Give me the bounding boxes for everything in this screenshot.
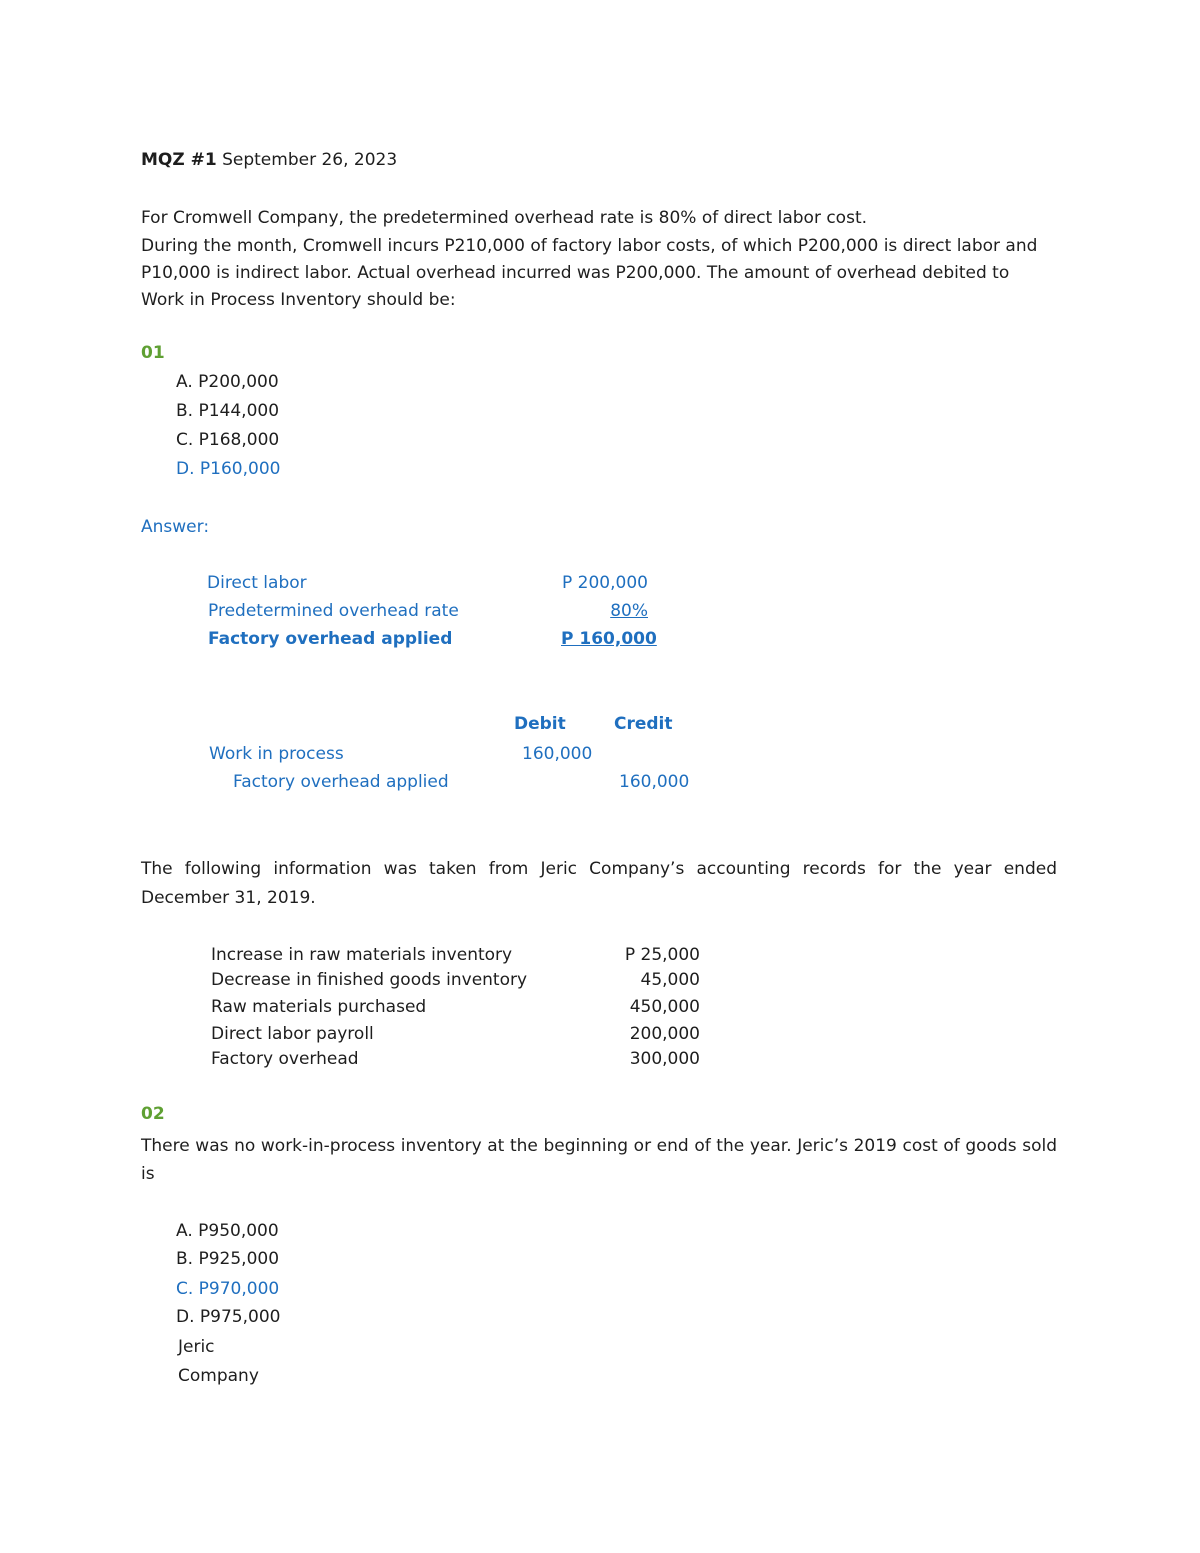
q1-answer-label: Answer: [141,517,210,537]
q2-item-label: Direct labor payroll [211,1024,374,1044]
q2-option-a: A. P950,000 [176,1221,279,1241]
q1-option-c: C. P168,000 [176,430,280,450]
q1-option-b: B. P144,000 [176,401,280,421]
q1-intro-paragraph: During the month, Cromwell incurs P210,000 of factory labor costs, of which P200,000 is direct labor and P10,000 is indirect labor. Actual overhead incurred was P200,000. The amount of overhead debited to Work in Process Inventory should be: [141,236,1038,310]
journal-debit-amount: 160,000 [522,744,593,764]
q1-intro-line1: For Cromwell Company, the predetermined overhead rate is 80% of direct labor cost. [141,208,868,228]
title-quiz-code: MQZ #1 [141,150,217,170]
q2-item-value: P 25,000 [624,945,700,965]
journal-account-overhead-applied: Factory overhead applied [233,772,449,792]
journal-debit-header: Debit [514,714,566,734]
document-title [141,148,397,172]
computation-value-overhead-rate: 80% [610,601,648,621]
computation-value-overhead-applied: P 160,000 [561,629,657,649]
computation-label-direct-labor: Direct labor [207,573,307,593]
q2-intro-paragraph: The following information was taken from Jeric Company’s accounting records for the year ended December 31, 2019. [141,859,1057,908]
q1-option-d-correct: D. P160,000 [176,459,281,479]
q2-item-value: 200,000 [629,1024,700,1044]
q2-option-c-correct: C. P970,000 [176,1279,280,1299]
trailing-text-line2: Company [178,1366,259,1386]
q2-option-b: B. P925,000 [176,1249,280,1269]
q2-option-d: D. P975,000 [176,1307,281,1327]
q2-item-label: Increase in raw materials inventory [211,945,513,965]
title-date: September 26, 2023 [216,150,398,170]
q1-option-a: A. P200,000 [176,372,279,392]
q2-item-label: Factory overhead [211,1049,359,1069]
q2-item-label: Raw materials purchased [211,997,427,1017]
trailing-text-line1: Jeric [178,1337,215,1357]
q1-number: 01 [141,343,165,363]
computation-value-direct-labor: P 200,000 [562,573,648,593]
journal-account-work-in-process: Work in process [209,744,344,764]
q2-item-value: 300,000 [629,1049,700,1069]
q2-item-value: 45,000 [640,970,700,990]
computation-label-overhead-applied: Factory overhead applied [208,629,453,649]
computation-label-overhead-rate: Predetermined overhead rate [208,601,459,621]
q2-item-value: 450,000 [629,997,700,1017]
journal-credit-header: Credit [614,714,673,734]
q2-item-label: Decrease in finished goods inventory [211,970,528,990]
journal-credit-amount: 160,000 [619,772,690,792]
q2-question-text: There was no work-in-process inventory at the beginning or end of the year. Jeric’s 2019 cost of goods sold is [141,1136,1057,1184]
q2-number: 02 [141,1104,165,1124]
